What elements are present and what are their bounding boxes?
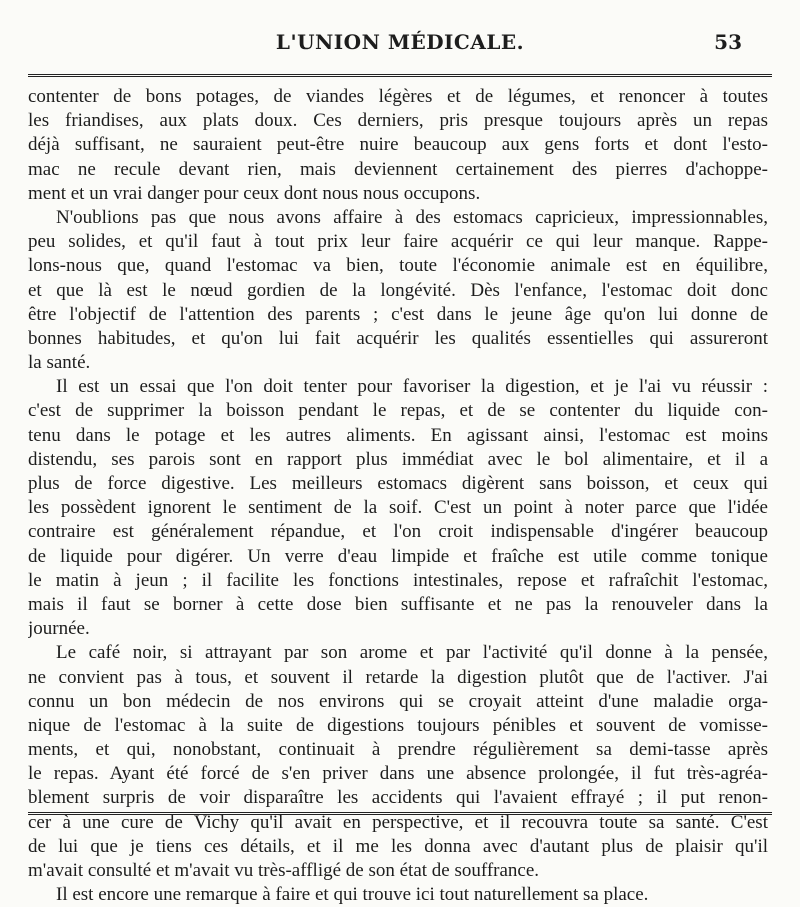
paragraph bbox=[28, 375, 768, 641]
text-line: peu solides, et qu'il faut à tout prix leur faire acquérir ce qui leur manque. Rappe- bbox=[28, 231, 768, 253]
text-line: bonnes habitudes, et qu'on lui fait acquérir les qualités essentielles qui assureront bbox=[28, 327, 768, 349]
running-header-title: L'UNION MÉDICALE. bbox=[275, 30, 525, 54]
header-rule bbox=[28, 74, 772, 77]
text-line: la santé. bbox=[28, 352, 91, 374]
text-line: connu un bon médecin de nos environs qui se croyait atteint d'une maladie orga- bbox=[28, 690, 768, 712]
text-line: Il est encore une remarque à faire et qui trouve ici tout naturellement sa place. bbox=[56, 884, 649, 906]
text-line: blement surpris de voir disparaître les accidents qui l'avaient effrayé ; il put renon- bbox=[28, 787, 768, 809]
text-line: ne convient pas à tous, et souvent il retarde la digestion plutôt que de l'activer. J'ai bbox=[28, 666, 768, 688]
paragraph bbox=[28, 206, 768, 375]
text-line: nique de l'estomac à la suite de digestions toujours pénibles et souvent de vomisse- bbox=[28, 714, 768, 736]
text-line: Le café noir, si attrayant par son arome et par l'activité qu'il donne à la pensée, bbox=[56, 642, 768, 664]
text-line: ments, et qui, nonobstant, continuait à prendre régulièrement sa demi-tasse après bbox=[28, 739, 768, 761]
text-line: de liquide pour digérer. Un verre d'eau limpide et fraîche est utile comme tonique bbox=[28, 545, 768, 567]
text-line: cer à une cure de Vichy qu'il avait en perspective, et il recouvra toute sa santé. C'est bbox=[28, 811, 768, 833]
page-number: 53 bbox=[714, 30, 742, 54]
text-line: ment et un vrai danger pour ceux dont nous nous occupons. bbox=[28, 182, 481, 204]
text-line: N'oublions pas que nous avons affaire à des estomacs capricieux, impressionnables, bbox=[56, 206, 768, 228]
text-line: contraire est généralement répandue, et l'on croit indispensable d'ingérer beaucoup bbox=[28, 521, 768, 543]
text-line: distendu, ses parois sont en rapport plus immédiat avec le bol alimentaire, et il a bbox=[28, 448, 768, 470]
paragraph bbox=[28, 85, 768, 206]
text-line: tenu dans le potage et les autres aliments. En agissant ainsi, l'estomac est moins bbox=[28, 424, 768, 446]
text-line: le matin à jeun ; il facilite les fonctions intestinales, repose et rafraîchit l'estomac, bbox=[28, 569, 768, 591]
paragraph bbox=[28, 883, 768, 907]
text-line: les possèdent ignorent le sentiment de la soif. C'est un point à noter parce que l'idée bbox=[28, 497, 768, 519]
text-line: contenter de bons potages, de viandes légères et de légumes, et renoncer à toutes bbox=[28, 86, 768, 107]
text-line: c'est de supprimer la boisson pendant le repas, et de se contenter du liquide con- bbox=[28, 400, 768, 422]
text-line: journée. bbox=[28, 618, 90, 640]
text-line: mac ne recule devant rien, mais deviennent certainement des pierres d'achoppe- bbox=[28, 158, 768, 180]
text-line: m'avait consulté et m'avait vu très-affligé de son état de souffrance. bbox=[28, 860, 540, 881]
text-line: mais il faut se borner à cette dose bien suffisante et ne pas la renouveler dans la bbox=[28, 593, 768, 615]
text-line: les friandises, aux plats doux. Ces derniers, pris presque toujours après un repas bbox=[28, 110, 768, 132]
text-line: de lui que je tiens ces détails, et il me les donna avec d'autant plus de plaisir qu'il bbox=[28, 835, 768, 857]
footer-rule bbox=[28, 812, 772, 815]
text-line: être l'objectif de l'attention des parents ; c'est dans le jeune âge qu'on lui donne de bbox=[28, 303, 768, 325]
text-line: déjà suffisant, ne sauraient peut-être nuire beaucoup aux gens forts et dont l'esto- bbox=[28, 134, 768, 156]
text-line: le repas. Ayant été forcé de s'en priver dans une absence prolongée, il fut très-agréa- bbox=[28, 763, 768, 785]
text-line: et que là est le nœud gordien de la longévité. Dès l'enfance, l'estomac doit donc bbox=[28, 279, 768, 301]
paragraph bbox=[28, 641, 768, 883]
text-line: plus de force digestive. Les meilleurs estomacs digèrent sans boisson, et ceux qui bbox=[28, 473, 768, 494]
text-line: Il est un essai que l'on doit tenter pour favoriser la digestion, et je l'ai vu réussir : bbox=[56, 376, 768, 398]
text-line: lons-nous que, quand l'estomac va bien, toute l'économie animale est en équilibre, bbox=[28, 255, 768, 277]
article-body bbox=[28, 85, 768, 907]
